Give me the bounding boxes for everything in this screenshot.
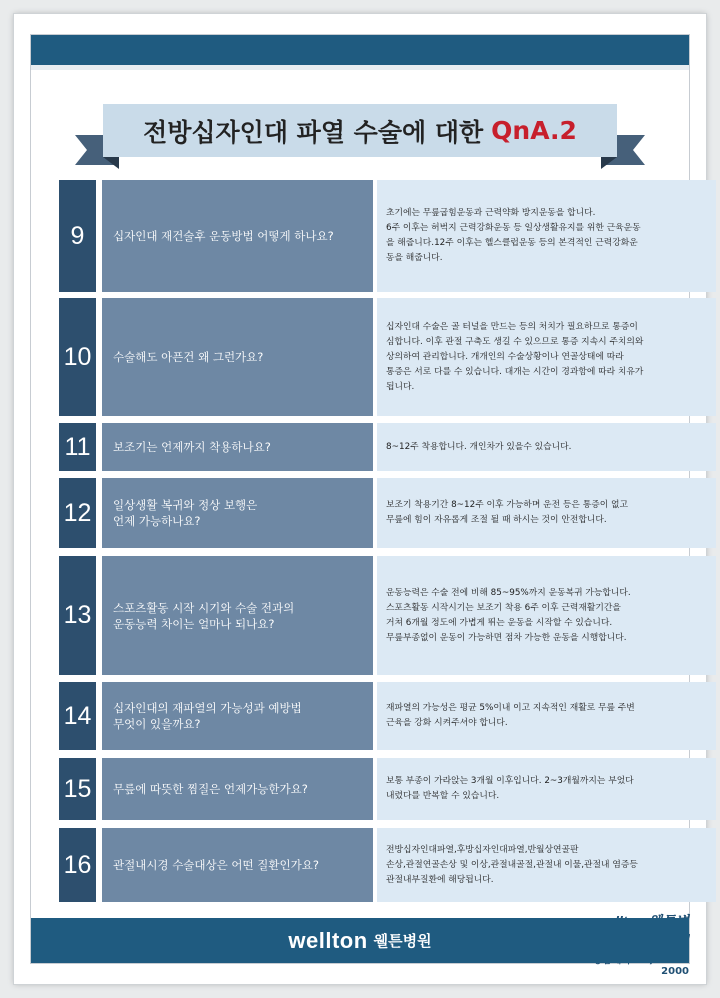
footer-hospital-name: 웰튼병원 bbox=[373, 932, 432, 950]
question-text: 관절내시경 수술대상은 어떤 질환인가요? bbox=[102, 828, 373, 902]
question-text: 무릎에 따뜻한 찜질은 언제가능한가요? bbox=[102, 758, 373, 820]
footer-logo: wellton bbox=[288, 927, 368, 953]
question-number: 9 bbox=[59, 180, 96, 292]
answer-text: 십자인대 수술은 골 터널을 만드는 등의 처치가 필요하므로 통증이 심합니다. 이후 관절 구축도 생길 수 있으므로 통증 지속시 주치의와 상의하여 관리합니다. 개개인의 수술상황이나 연골상태에 따라 통증은 서로 다를 수 있습니다. 대개는 시간이 경과함에 따라 치유가 됩니다. bbox=[377, 298, 716, 416]
qna-row bbox=[59, 478, 689, 548]
page-title bbox=[103, 104, 617, 157]
answer-text: 8~12주 착용합니다. 개인차가 있을수 있습니다. bbox=[377, 423, 716, 471]
question-number: 15 bbox=[59, 758, 96, 820]
title-accent: QnA.2 bbox=[491, 116, 577, 145]
question-text: 십자인대 재건술후 운동방법 어떻게 하나요? bbox=[102, 180, 373, 292]
question-number: 12 bbox=[59, 478, 96, 548]
question-number: 16 bbox=[59, 828, 96, 902]
answer-text: 재파열의 가능성은 평균 5%이내 이고 지속적인 재활로 무릎 주변 근육을 강화 시켜주셔야 합니다. bbox=[377, 682, 716, 750]
question-number: 10 bbox=[59, 298, 96, 416]
answer-text: 보통 부종이 가라앉는 3개월 이후입니다. 2~3개월까지는 부었다 내렸다를 반복할 수 있습니다. bbox=[377, 758, 716, 820]
qna-row bbox=[59, 556, 689, 675]
question-text: 스포츠활동 시작 시기와 수술 전과의 운동능력 차이는 얼마나 되나요? bbox=[102, 556, 373, 675]
question-number: 14 bbox=[59, 682, 96, 750]
header-divider bbox=[31, 65, 689, 70]
question-text: 십자인대의 재파열의 가능성과 예방법 무엇이 있을까요? bbox=[102, 682, 373, 750]
question-number: 11 bbox=[59, 423, 96, 471]
answer-text: 전방십자인대파열,후방십자인대파열,반월상연골판 손상,관절연골손상 및 이상,관절내골절,관절내 이물,관절내 염증등 관절내부질환에 해당됩니다. bbox=[377, 828, 716, 902]
qna-row bbox=[59, 758, 689, 820]
title-main: 전방십자인대 파열 수술에 대한 bbox=[143, 117, 484, 147]
qna-row bbox=[59, 180, 689, 292]
header-bar bbox=[31, 35, 689, 65]
poster bbox=[30, 34, 690, 977]
qna-row bbox=[59, 828, 689, 902]
question-number: 13 bbox=[59, 556, 96, 675]
qna-row bbox=[59, 423, 689, 471]
question-text: 보조기는 언제까지 착용하나요? bbox=[102, 423, 373, 471]
footer-bar bbox=[31, 918, 689, 963]
answer-text: 초기에는 무릎굽힘운동과 근력약화 방지운동을 합니다. 6주 이후는 허벅지 근력강화운동 등 일상생활유지를 위한 근육운동 을 해줍니다.12주 이후는 헬스클럽운동 등의 본격적인 근력강화운 동을 해줍니다. bbox=[377, 180, 716, 292]
question-text: 수술해도 아픈건 왜 그런가요? bbox=[102, 298, 373, 416]
poster-frame bbox=[14, 14, 706, 984]
qna-row bbox=[59, 682, 689, 750]
qna-row bbox=[59, 298, 689, 416]
answer-text: 보조기 착용기간 8~12주 이후 가능하며 운전 등은 통증이 없고 무릎에 힘이 자유롭게 조절 될 때 하시는 것이 안전합니다. bbox=[377, 478, 716, 548]
question-text: 일상생활 복귀와 정상 보행은 언제 가능하나요? bbox=[102, 478, 373, 548]
watermark-contact: 2000 bbox=[661, 966, 689, 977]
answer-text: 운동능력은 수술 전에 비해 85~95%까지 운동복귀 가능합니다. 스포츠활동 시작시기는 보조기 착용 6주 이후 근력재활기간을 거쳐 6개월 정도에 가볍게 뛰는 운동을 시작할 수 있습니다. 무릎부종없이 운동이 가능하면 점차 가능한 운동을 시행합니다. bbox=[377, 556, 716, 675]
